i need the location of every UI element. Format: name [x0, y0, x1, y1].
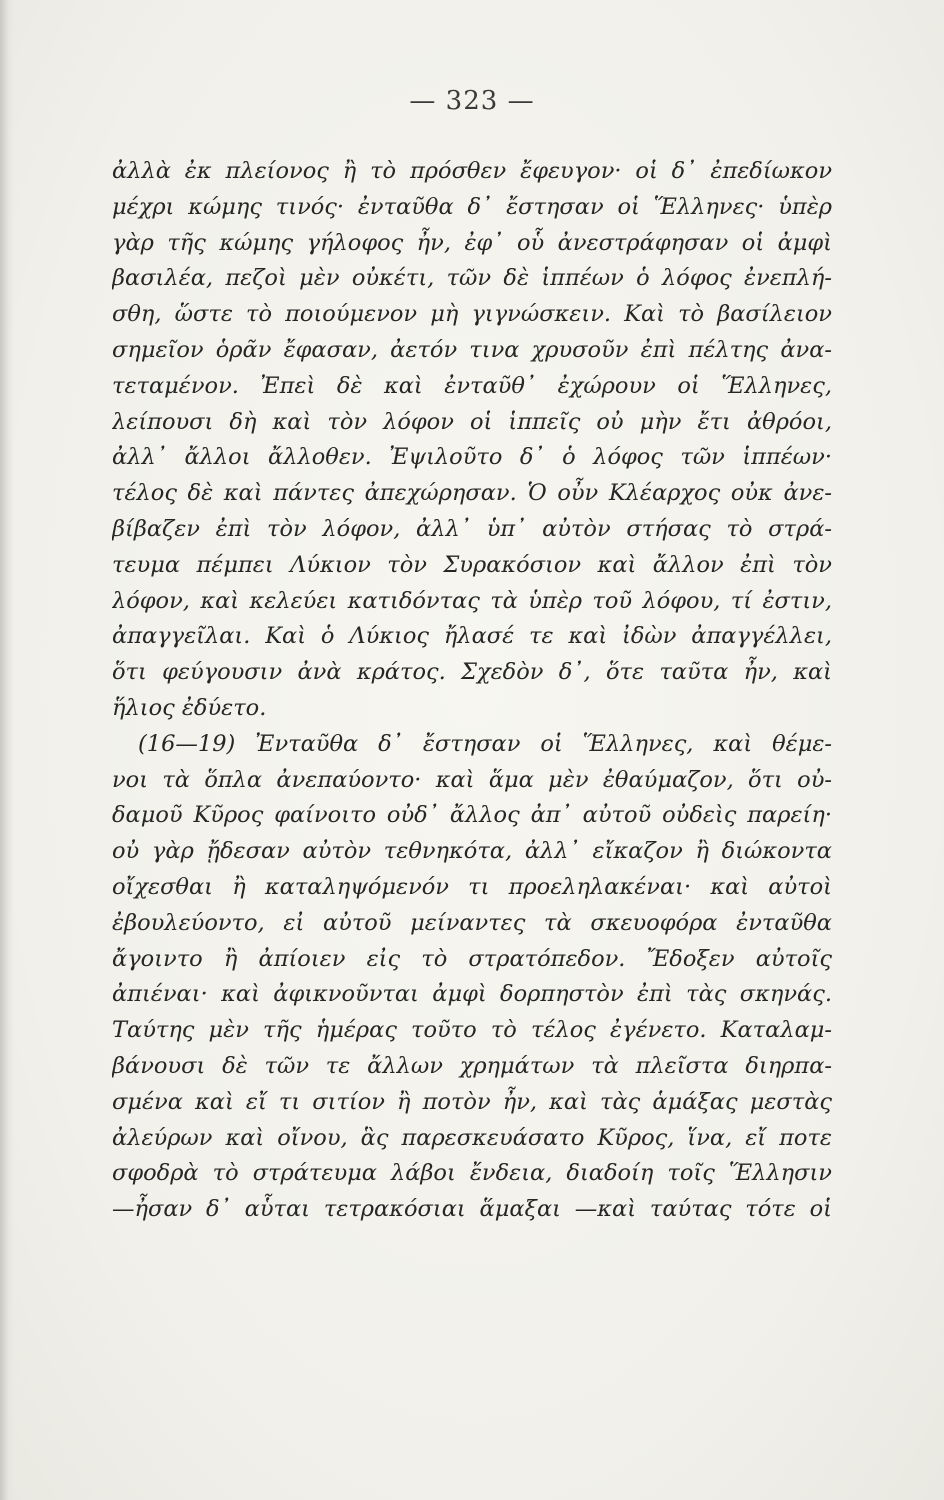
text-line: μέχρι κώμης τινός· ἐνταῦθα δ᾿ ἔστησαν οἱ Ἕλληνες· ὑπὲρ — [112, 193, 832, 220]
text-line: οὐ γὰρ ᾔδεσαν αὐτὸν τεθνηκότα, ἀλλ᾿ εἴκαζον ἢ διώκοντα — [112, 838, 832, 865]
text-line: Ταύτης μὲν τῆς ἡμέρας τοῦτο τὸ τέλος ἐγένετο. Καταλαμ- — [112, 1017, 832, 1044]
text-line: βασιλέα, πεζοὶ μὲν οὐκέτι, τῶν δὲ ἱππέων ὁ λόφος ἐνεπλή- — [112, 265, 832, 292]
text-line: —ἦσαν δ᾿ αὗται τετρακόσιαι ἅμαξαι —καὶ ταύτας τότε οἱ — [112, 1196, 832, 1223]
text-line: βάνουσι δὲ τῶν τε ἄλλων χρημάτων τὰ πλεῖστα διηρπα- — [112, 1052, 832, 1079]
text-line: οἴχεσθαι ἢ καταληψόμενόν τι προεληλακέναι· καὶ αὐτοὶ — [112, 873, 832, 900]
text-line: βίβαζεν ἐπὶ τὸν λόφον, ἀλλ᾿ ὑπ᾿ αὐτὸν στήσας τὸ στρά- — [112, 515, 832, 542]
text-line: σθη, ὥστε τὸ ποιούμενον μὴ γιγνώσκειν. Καὶ τὸ βασίλειον — [112, 301, 832, 328]
page-number: — 323 — — [409, 86, 535, 116]
text-line: ἀπιέναι· καὶ ἀφικνοῦνται ἀμφὶ δορπηστὸν ἐπὶ τὰς σκηνάς. — [112, 981, 832, 1008]
text-line: σφοδρὰ τὸ στράτευμα λάβοι ἔνδεια, διαδοίη τοῖς Ἕλλησιν — [112, 1160, 832, 1187]
text-line: σημεῖον ὁρᾶν ἔφασαν, ἀετόν τινα χρυσοῦν ἐπὶ πέλτης ἀνα- — [112, 336, 832, 363]
text-line: λόφον, καὶ κελεύει κατιδόντας τὰ ὑπὲρ τοῦ λόφου, τί ἐστιν, — [112, 587, 832, 614]
text-line: τευμα πέμπει Λύκιον τὸν Συρακόσιον καὶ ἄλλον ἐπὶ τὸν — [112, 551, 832, 578]
text-line: ἀλλ᾿ ἄλλοι ἄλλοθεν. Ἐψιλοῦτο δ᾿ ὁ λόφος τῶν ἱππέων· — [112, 444, 832, 471]
text-line: ἀπαγγεῖλαι. Καὶ ὁ Λύκιος ἤλασέ τε καὶ ἰδὼν ἀπαγγέλλει, — [112, 623, 832, 650]
text-line: σμένα καὶ εἴ τι σιτίον ἢ ποτὸν ἦν, καὶ τὰς ἁμάξας μεστὰς — [112, 1088, 832, 1115]
text-line: λείπουσι δὴ καὶ τὸν λόφον οἱ ἱππεῖς οὐ μὴν ἔτι ἀθρόοι, — [112, 408, 832, 435]
text-line: δαμοῦ Κῦρος φαίνοιτο οὐδ᾿ ἄλλος ἀπ᾿ αὐτοῦ οὐδεὶς παρείη· — [112, 802, 832, 829]
text-line: γὰρ τῆς κώμης γήλοφος ἦν, ἐφ᾿ οὗ ἀνεστράφησαν οἱ ἀμφὶ — [112, 229, 832, 256]
text-line: ἀλλὰ ἐκ πλείονος ἢ τὸ πρόσθεν ἔφευγον· οἱ δ᾿ ἐπεδίωκον — [112, 158, 832, 184]
text-line: τεταμένον. Ἐπεὶ δὲ καὶ ἐνταῦθ᾿ ἐχώρουν οἱ Ἕλληνες, — [112, 372, 832, 399]
paragraph-start-line: (16—19) Ἐνταῦθα δ᾿ ἔστησαν οἱ Ἕλληνες, καὶ θέμε- — [138, 730, 832, 757]
body-text — [112, 154, 832, 1228]
text-line: ἐβουλεύοντο, εἰ αὐτοῦ μείναντες τὰ σκευοφόρα ἐνταῦθα — [112, 909, 832, 936]
text-line: νοι τὰ ὅπλα ἀνεπαύοντο· καὶ ἅμα μὲν ἐθαύμαζον, ὅτι οὐ- — [112, 766, 832, 793]
page-edge-shadow — [0, 0, 14, 1500]
text-line: τέλος δὲ καὶ πάντες ἀπεχώρησαν. Ὁ οὖν Κλέαρχος οὐκ ἀνε- — [112, 480, 832, 507]
text-line: ὅτι φεύγουσιν ἀνὰ κράτος. Σχεδὸν δ᾿, ὅτε ταῦτα ἦν, καὶ — [112, 659, 832, 686]
text-line: ἀλεύρων καὶ οἴνου, ἃς παρεσκευάσατο Κῦρος, ἵνα, εἴ ποτε — [112, 1124, 832, 1151]
paragraph-end-line: ἥλιος ἐδύετο. — [112, 694, 267, 721]
text-line: ἄγοιντο ἢ ἀπίοιεν εἰς τὸ στρατόπεδον. Ἔδοξεν αὐτοῖς — [112, 945, 832, 972]
